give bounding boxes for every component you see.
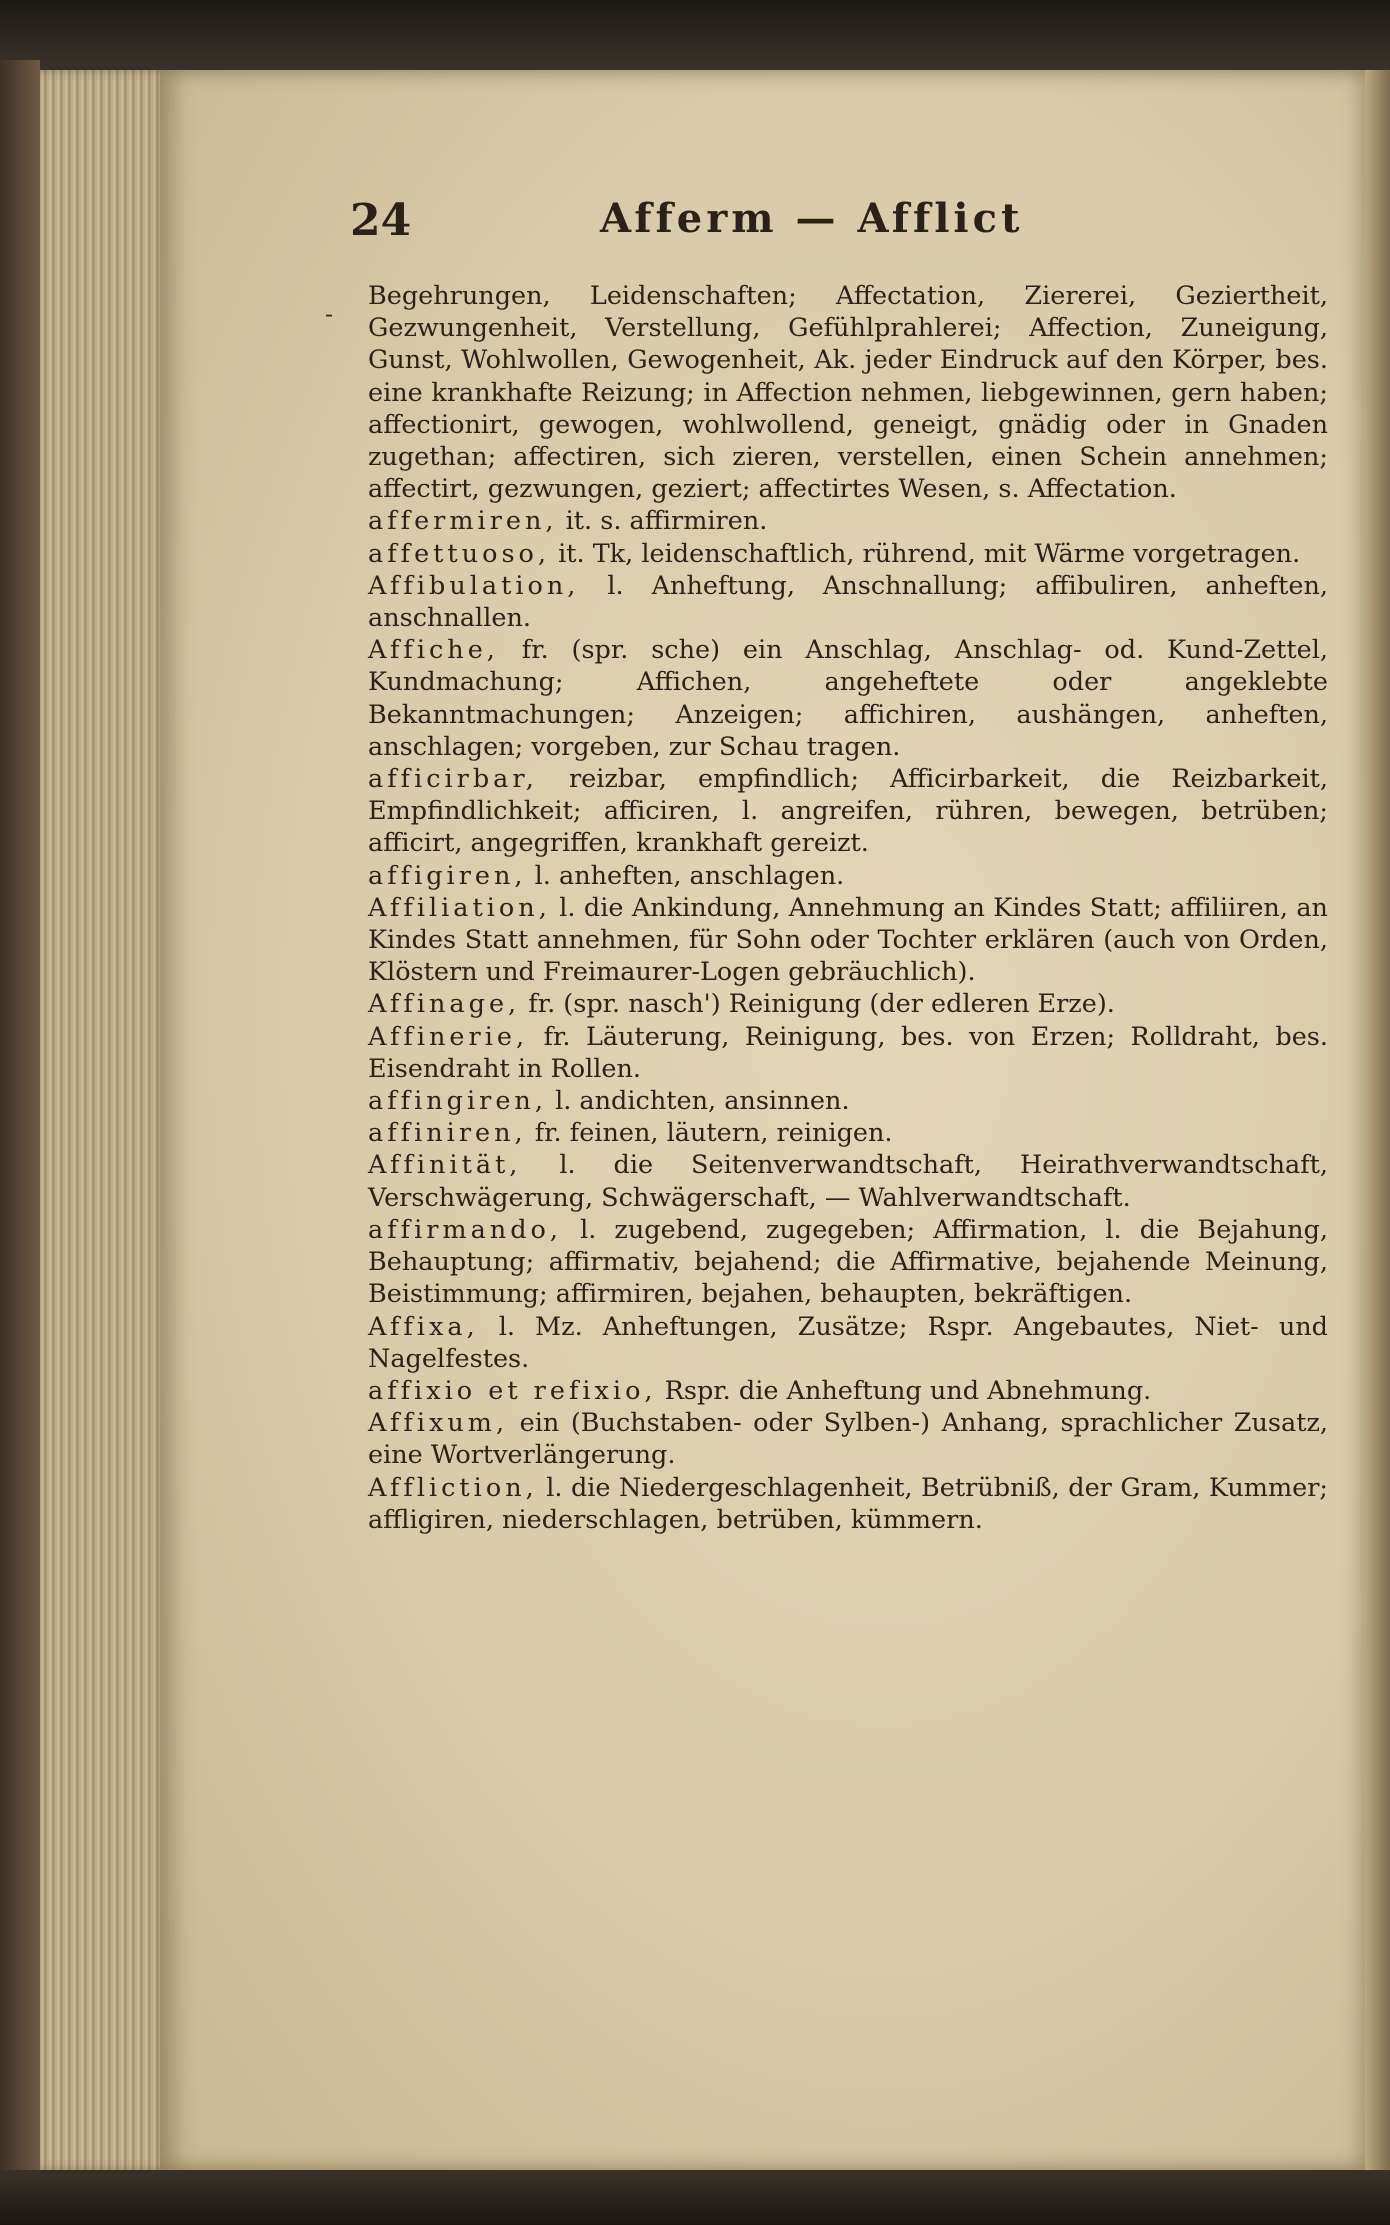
running-head: Afferm — Afflict [600, 195, 1024, 242]
dictionary-entry [368, 892, 1328, 989]
entry-headword: affirmando, [368, 1214, 563, 1245]
entry-headword: Affinität, [368, 1150, 522, 1181]
entry-headword: Affibulation, [368, 570, 580, 601]
entry-text: l. zugebend, zugegeben; Affirmation, l. die Bejahung, Behauptung; affirmativ, bejahend; die Affirmative, bejahende Meinung, Beistimmung; affirmiren, bejahen, behaupten, bekräftigen. [368, 1214, 1328, 1310]
dictionary-entry [368, 634, 1328, 763]
entry-headword: Affliction, [368, 1472, 538, 1503]
entry-headword: affixio et refixio, [368, 1375, 657, 1406]
entry-headword: Affinage, [368, 989, 521, 1020]
entry-text: l. anheften, anschlagen. [534, 860, 845, 891]
entry-headword: Affixa, [368, 1311, 479, 1342]
book-cover-edge [0, 60, 40, 2180]
dictionary-entry [368, 538, 1328, 570]
entry-text: Begehrungen, Leidenschaften; Affectation, Ziererei, Geziertheit, Gezwungenheit, Verstellung, Gefühlprahlerei; Affection, Zuneigung, Gunst, Wohlwollen, Gewogenheit, Ak. jeder Eindruck auf den Körper, bes. eine krankhafte Reizung; in Affection nehmen, liebgewinnen, gern haben; affectionirt, gewogen, wohlwollend, geneigt, gnädig oder in Gnaden zugethan; affectiren, sich zieren, verstellen, einen Schein annehmen; affectirt, gezwungen, geziert; affectirtes Wesen, s. Affectation. [368, 281, 1328, 505]
dictionary-entry [368, 570, 1328, 634]
dictionary-entry [368, 1117, 1328, 1149]
dictionary-entry [368, 505, 1328, 537]
entry-text: ein (Buchstaben- oder Sylben-) Anhang, sprachlicher Zusatz, eine Wortverlängerung. [368, 1408, 1328, 1471]
dictionary-entries [368, 280, 1328, 1536]
entry-text: reizbar, empfindlich; Afficirbarkeit, die Reizbarkeit, Empfindlichkeit; afficiren, l. angreifen, rühren, bewegen, betrüben; afficirt, angegriffen, krankhaft gereizt. [368, 764, 1329, 859]
dictionary-entry [368, 1214, 1328, 1311]
entry-headword: affermiren, [368, 506, 558, 537]
dictionary-entry [368, 988, 1328, 1020]
dictionary-entry [368, 1021, 1328, 1085]
entry-headword: Affiliation, [368, 892, 551, 923]
entry-headword: Affixum, [368, 1408, 509, 1439]
scan-top-background [0, 0, 1390, 70]
entry-text: l. Mz. Anheftungen, Zusätze; Rspr. Angebautes, Niet- und Nagelfestes. [368, 1311, 1328, 1374]
page-edges [40, 70, 170, 2170]
entry-text: l. andichten, ansinnen. [555, 1086, 850, 1117]
entry-text: l. Anheftung, Anschnallung; affibuliren, anheften, anschnallen. [368, 570, 1328, 634]
page-header [350, 195, 1050, 255]
entry-text: fr. Läuterung, Reinigung, bes. von Erzen; Rolldraht, bes. Eisendraht in Rollen. [368, 1021, 1328, 1084]
entry-text: it. Tk, leidenschaftlich, rührend, mit Wärme vorgetragen. [558, 538, 1301, 569]
dictionary-entry [368, 1472, 1328, 1536]
dictionary-entry [368, 763, 1328, 860]
dictionary-entry [368, 280, 1328, 505]
entry-headword: affigiren, [368, 860, 527, 891]
dictionary-entry [368, 860, 1328, 892]
dictionary-entry [368, 1085, 1328, 1117]
entry-text: fr. (spr. sche) ein Anschlag, Anschlag- od. Kund-Zettel, Kundmachung; Affichen, angeheftete oder angeklebte Bekanntmachungen; Anzeigen; affichiren, aushängen, anheften, anschlagen; vorgeben, zur Schau tragen. [368, 635, 1328, 762]
entry-text: fr. feinen, läutern, reinigen. [534, 1118, 893, 1149]
entry-headword: affingiren, [368, 1086, 547, 1117]
page-right-edge [1365, 70, 1390, 2170]
entry-text: it. s. affirmiren. [565, 506, 768, 537]
entry-headword: Affinerie, [368, 1021, 529, 1052]
dictionary-entry [368, 1407, 1328, 1471]
entry-headword: Affiche, [368, 635, 499, 666]
entry-headword: affettuoso, [368, 538, 550, 569]
page-number: 24 [350, 195, 412, 246]
entry-headword: affiniren, [368, 1118, 527, 1149]
entry-headword: afficirbar, [368, 764, 538, 795]
scan-bottom-background [0, 2170, 1390, 2225]
margin-dash: - [325, 300, 334, 328]
entry-text: l. die Niedergeschlagenheit, Betrübniß, der Gram, Kummer; affligiren, niederschlagen, betrüben, kümmern. [368, 1472, 1328, 1535]
dictionary-entry [368, 1149, 1328, 1213]
entry-text: Rspr. die Anheftung und Abnehmung. [664, 1375, 1152, 1406]
entry-text: fr. (spr. nasch') Reinigung (der edleren Erze). [528, 989, 1115, 1020]
dictionary-entry [368, 1311, 1328, 1375]
entry-text: l. die Seitenverwandtschaft, Heirathverwandtschaft, Verschwägerung, Schwägerschaft, — Wahlverwandtschaft. [368, 1150, 1329, 1213]
dictionary-entry [368, 1375, 1328, 1407]
entry-text: l. die Ankindung, Annehmung an Kindes Statt; affiliiren, an Kindes Statt annehmen, für Sohn oder Tochter erklären (auch von Orden, Klöstern und Freimaurer-Logen gebräuchlich). [368, 892, 1328, 988]
